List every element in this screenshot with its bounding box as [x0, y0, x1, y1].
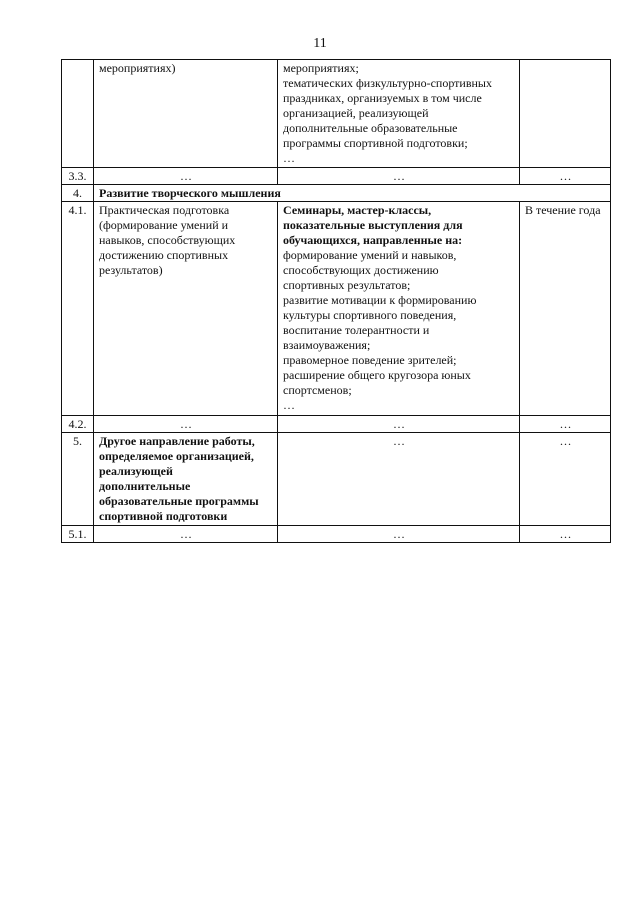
content-line: организацией, реализующей	[283, 106, 429, 120]
direction-line: результатов)	[99, 263, 163, 277]
term-cell: …	[520, 433, 611, 526]
direction-line: навыков, способствующих	[99, 233, 236, 247]
direction-line: Другое направление работы,	[99, 434, 255, 448]
content-line: программы спортивной подготовки;	[283, 136, 468, 150]
table-row-5-1	[62, 526, 611, 543]
content-line: развитие мотивации к формированию	[283, 293, 477, 307]
content-line: культуры спортивного поведения,	[283, 308, 457, 322]
content-line: спортивных результатов;	[283, 278, 411, 292]
direction-line: дополнительные	[99, 479, 191, 493]
content-line: формирование умений и навыков,	[283, 248, 457, 262]
plan-table	[61, 59, 611, 543]
direction-line: реализующей	[99, 464, 173, 478]
direction-line: спортивной подготовки	[99, 509, 228, 523]
content-cell: …	[278, 433, 520, 526]
content-cell: …	[278, 416, 520, 433]
content-line: мероприятиях;	[283, 61, 359, 75]
content-line: правомерное поведение зрителей;	[283, 353, 457, 367]
content-cell: …	[278, 168, 520, 185]
term-cell: …	[520, 526, 611, 543]
row-number-cell: 3.3.	[62, 168, 94, 185]
term-cell: В течение года	[520, 202, 611, 416]
content-heading-line: показательные выступления для	[283, 218, 463, 232]
direction-cell: …	[94, 416, 278, 433]
direction-line: образовательные программы	[99, 494, 259, 508]
term-cell: …	[520, 416, 611, 433]
direction-line: (формирование умений и	[99, 218, 229, 232]
table-row-section-5	[62, 433, 611, 526]
row-number-cell: 5.	[62, 433, 94, 526]
direction-cell: мероприятиях)	[94, 60, 278, 168]
term-cell: …	[520, 168, 611, 185]
direction-cell	[94, 202, 278, 416]
table-row-section-4	[62, 185, 611, 202]
row-number-cell: 5.1.	[62, 526, 94, 543]
content-cell	[278, 202, 520, 416]
table-row-3-3	[62, 168, 611, 185]
table-row-4-2	[62, 416, 611, 433]
content-heading-line: обучающихся, направленные на:	[283, 233, 463, 247]
row-number-cell: 4.	[62, 185, 94, 202]
ellipsis: …	[283, 398, 295, 412]
row-number-cell: 4.2.	[62, 416, 94, 433]
direction-cell: …	[94, 168, 278, 185]
row-number-cell: 4.1.	[62, 202, 94, 416]
direction-cell: …	[94, 526, 278, 543]
content-line: расширение общего кругозора юных	[283, 368, 471, 382]
term-cell	[520, 60, 611, 168]
content-line: тематических физкультурно-спортивных	[283, 76, 492, 90]
content-line: воспитание толерантности и	[283, 323, 430, 337]
content-line: способствующих достижению	[283, 263, 439, 277]
content-cell: …	[278, 526, 520, 543]
table-row-continuation	[62, 60, 611, 168]
page-number: 11	[313, 36, 327, 51]
direction-line: определяемое организацией,	[99, 449, 254, 463]
ellipsis: …	[283, 151, 295, 165]
content-cell	[278, 60, 520, 168]
row-number-cell	[62, 60, 94, 168]
content-line: праздниках, организуемых в том числе	[283, 91, 482, 105]
content-line: спортсменов;	[283, 383, 352, 397]
direction-cell	[94, 433, 278, 526]
table-row-4-1	[62, 202, 611, 416]
content-heading-line: Семинары, мастер-классы,	[283, 203, 432, 217]
content-line: дополнительные образовательные	[283, 121, 458, 135]
direction-line: Практическая подготовка	[99, 203, 230, 217]
section-title: Развитие творческого мышления	[94, 185, 611, 202]
content-line: взаимоуважения;	[283, 338, 371, 352]
direction-line: достижению спортивных	[99, 248, 229, 262]
